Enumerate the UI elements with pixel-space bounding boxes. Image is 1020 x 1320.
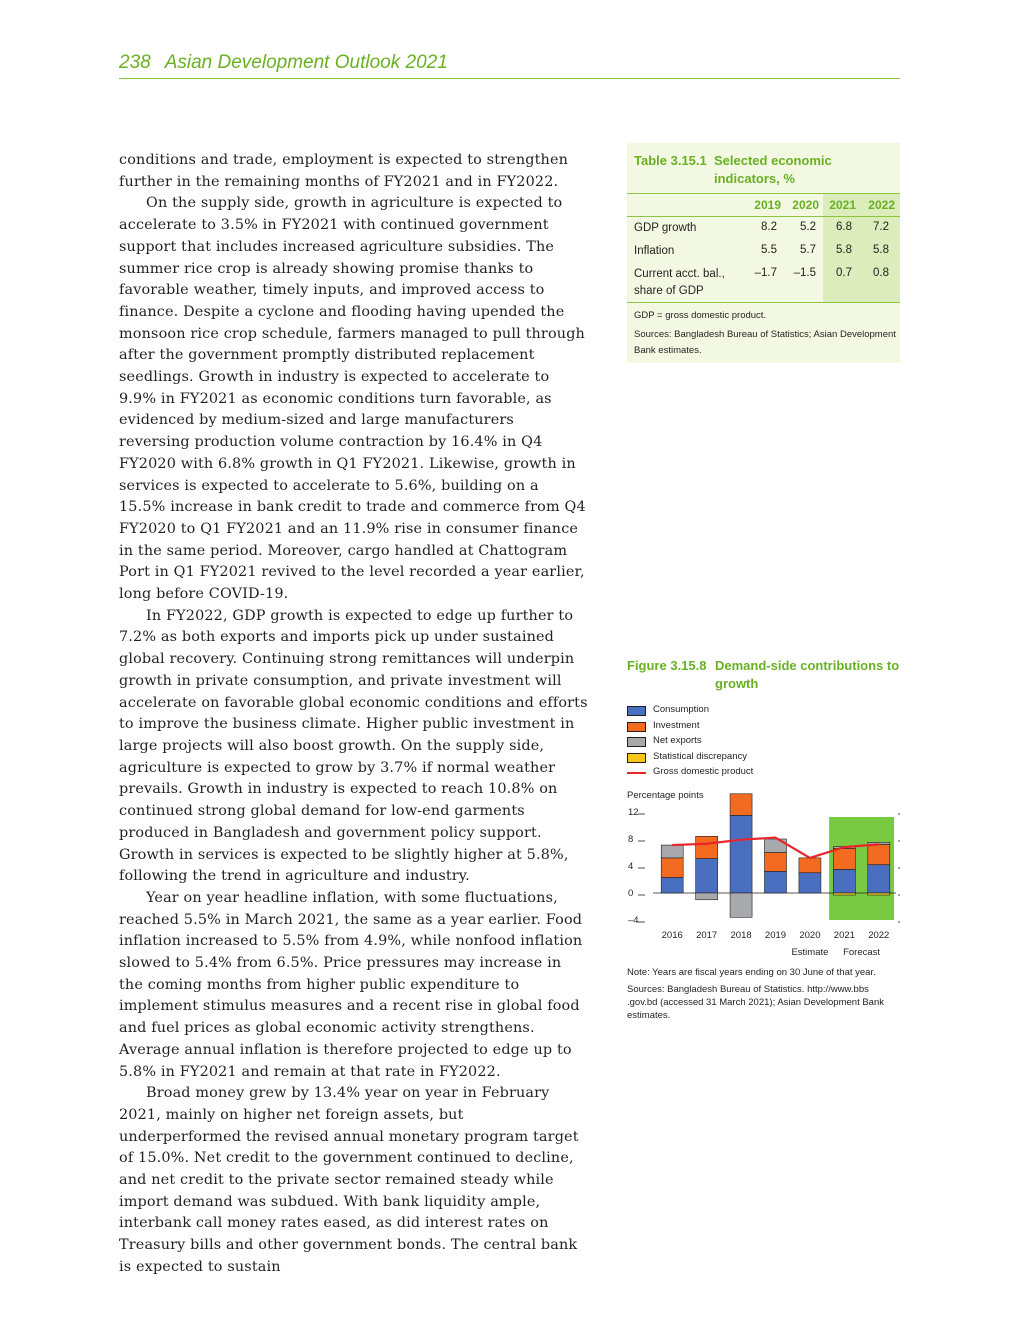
figure-number: Figure 3.15.8 — [627, 658, 707, 673]
gdp-line-swatch — [627, 772, 646, 774]
bar-statistical-discrepancy-2022 — [868, 893, 890, 895]
paragraph: On the supply side, growth in agriculture is expected to accelerate to 3.5% in FY2021 with continued government support that includes increased agriculture subsidies. The summer rice crop is already showing promise thanks to favorable weather, timely inputs, and improved access to finance. Despite a cyclone and flooding having upended the monsoon rice crop schedule, farmers managed to pull through after the government promptly distributed replacement seedlings. Growth in industry is expected to accelerate to 9.9% in FY2021 as economic conditions turn favorable, as evidenced by medium-sized and large manufacturers reversing production volume contraction by 16.4% in Q4 FY2020 with 6.8% growth in Q1 FY2021. Likewise, growth in services is expected to accelerate to 5.6%, building on a 15.5% increase in bank credit to trade and commerce from Q4 FY2020 to Q1 FY2021 and an 11.9% rise in consumer finance in the same period. Moreover, cargo handled at Chattogram Port in Q1 FY2021 revived to the level recorded a year earlier, long before COVID-19. — [119, 195, 586, 603]
year-header: 2019 — [754, 198, 781, 212]
paragraph: Year on year headline inflation, with some fluctuations, reached 5.5% in March 2021, the same as a year earlier. Food inflation increased to 5.5% from 4.9%, while nonfood inflation slowed to 5.4% from 6.5%. Price pressures may increase in the coming months from higher public expenditure to implement stimulus measures and a recent rise in global food and fuel prices as global economic activity strengthens. Average annual inflation is therefore projected to edge up to 5.8% in FY2021 and remain at that rate in FY2022. — [119, 889, 583, 1080]
x-tick-label: 2016 — [661, 930, 683, 941]
investment-swatch — [627, 722, 646, 732]
table-cell: 0.7 — [836, 267, 852, 279]
page-number: 238 — [119, 52, 151, 73]
bar-investment-2018 — [730, 794, 752, 816]
table-title: Selected economic indicators, % — [714, 153, 832, 186]
bar-consumption-2016 — [661, 877, 683, 893]
y-tick-label: 8 — [628, 834, 634, 845]
bar-consumption-2021 — [833, 869, 855, 893]
table-cell: 5.5 — [761, 244, 777, 256]
bar-net-exports-2018 — [730, 893, 752, 917]
table-cell: 5.8 — [873, 244, 889, 256]
figure-title: Demand-side contributions to growth — [715, 658, 900, 691]
table-cell: 0.8 — [873, 267, 889, 279]
table-cell: –1.7 — [754, 267, 777, 279]
bar-consumption-2022 — [868, 865, 890, 893]
y-tick-label: 12 — [628, 807, 639, 818]
table-rule — [627, 193, 900, 194]
page-header — [119, 52, 900, 79]
row-label: Inflation — [634, 245, 675, 257]
table-cell: 5.8 — [836, 244, 852, 256]
bar-investment-2017 — [696, 836, 718, 858]
year-header: 2020 — [792, 198, 819, 212]
y-tick-label: 0 — [628, 888, 634, 899]
legend-label: Net exports — [653, 735, 702, 746]
paragraph: conditions and trade, employment is expected to strengthen further in the remaining months of FY2021 and in FY2022. — [119, 152, 569, 190]
legend-label: Investment — [653, 719, 700, 731]
bar-investment-2019 — [765, 853, 787, 872]
table-number: Table 3.15.1 — [634, 153, 707, 168]
x-tick-label: 2017 — [696, 930, 718, 941]
figure-sources: Sources: Bangladesh Bureau of Statistics. http://www.bbs .gov.bd (accessed 31 March 2021); Asian Development Bank estimates. — [627, 984, 884, 1021]
table-rule — [627, 216, 900, 217]
figure-note: Note: Years are fiscal years ending on 30 June of that year. — [627, 967, 876, 978]
legend-label: Statistical discrepancy — [653, 750, 747, 762]
table-sources: Sources: Bangladesh Bureau of Statistics; Asian Development Bank estimates. — [634, 329, 896, 356]
consumption-swatch — [627, 706, 646, 716]
indicators-table — [627, 143, 900, 363]
x-tick-label: 2021 — [833, 930, 855, 941]
body-text — [119, 150, 589, 1279]
row-label: GDP growth — [634, 222, 697, 234]
statistical-discrepancy-swatch — [627, 753, 646, 763]
year-header: 2022 — [868, 198, 895, 212]
y-axis-label: Percentage points — [627, 790, 704, 801]
bar-consumption-2020 — [799, 873, 821, 893]
year-header: 2021 — [829, 198, 856, 212]
table-note: GDP = gross domestic product. — [634, 310, 767, 321]
table-cell: 7.2 — [873, 221, 889, 233]
legend-label: Consumption — [653, 704, 709, 715]
legend-label: Gross domestic product — [653, 766, 754, 777]
bar-statistical-discrepancy-2021 — [833, 893, 855, 895]
bar-investment-2021 — [833, 848, 855, 869]
table-cell: 6.8 — [836, 221, 852, 233]
bar-investment-2020 — [799, 858, 821, 873]
table-cell: 5.2 — [800, 221, 816, 233]
x-tick-label: 2019 — [764, 930, 787, 941]
figure-caption — [627, 657, 900, 691]
table-cell: –1.5 — [793, 267, 816, 279]
bar-net-exports-2017 — [696, 893, 718, 900]
demand-contributions-chart — [620, 785, 900, 965]
table-cell: 5.7 — [800, 244, 816, 256]
table-cell: 8.2 — [761, 221, 777, 233]
publication-title: Asian Development Outlook 2021 — [164, 52, 448, 73]
table-caption — [634, 152, 832, 186]
y-tick-label: –4 — [628, 915, 639, 926]
bar-consumption-2018 — [730, 815, 752, 893]
x-tick-label: 2020 — [799, 930, 821, 941]
paragraph: In FY2022, GDP growth is expected to edge up further to 7.2% as both exports and imports pick up under sustained global recovery. Continuing strong remittances will underpin growth in private consumption, and private investment will accelerate on favorable global economic conditions and efforts to improve the business climate. Higher public investment in large projects will also boost growth. On the supply side, agriculture is expected to grow by 3.7% if normal weather prevails. Growth in industry is expected to reach 10.8% on continued strong global demand for low-end garments produced in Bangladesh and government policy support. Growth in services is expected to be slightly higher at 5.8%, following the trend in agriculture and industry. — [119, 607, 588, 885]
bar-consumption-2019 — [765, 871, 787, 893]
row-label: Current acct. bal., share of GDP — [634, 268, 725, 297]
estimate-label: Estimate — [791, 947, 829, 958]
paragraph: Broad money grew by 13.4% year on year in February 2021, mainly on higher net foreign assets, but underperformed the revised annual monetary program target of 15.0%. Net credit to the government continued to decline, and net credit to the private sector remained steady while import demand was subdued. With bank liquidity ample, interbank call money rates eased, as did interest rates on Treasury bills and other government bonds. The central bank is expected to sustain — [119, 1085, 579, 1275]
bar-investment-2022 — [868, 844, 890, 864]
bar-consumption-2017 — [696, 859, 718, 893]
y-tick-label: 4 — [628, 861, 634, 872]
bar-investment-2016 — [661, 858, 683, 878]
forecast-label: Forecast — [843, 947, 881, 958]
bar-net-exports-2016 — [661, 845, 683, 858]
table-rule — [627, 302, 900, 303]
net-exports-swatch — [627, 737, 646, 747]
x-tick-label: 2022 — [868, 930, 890, 941]
x-tick-label: 2018 — [730, 930, 752, 941]
